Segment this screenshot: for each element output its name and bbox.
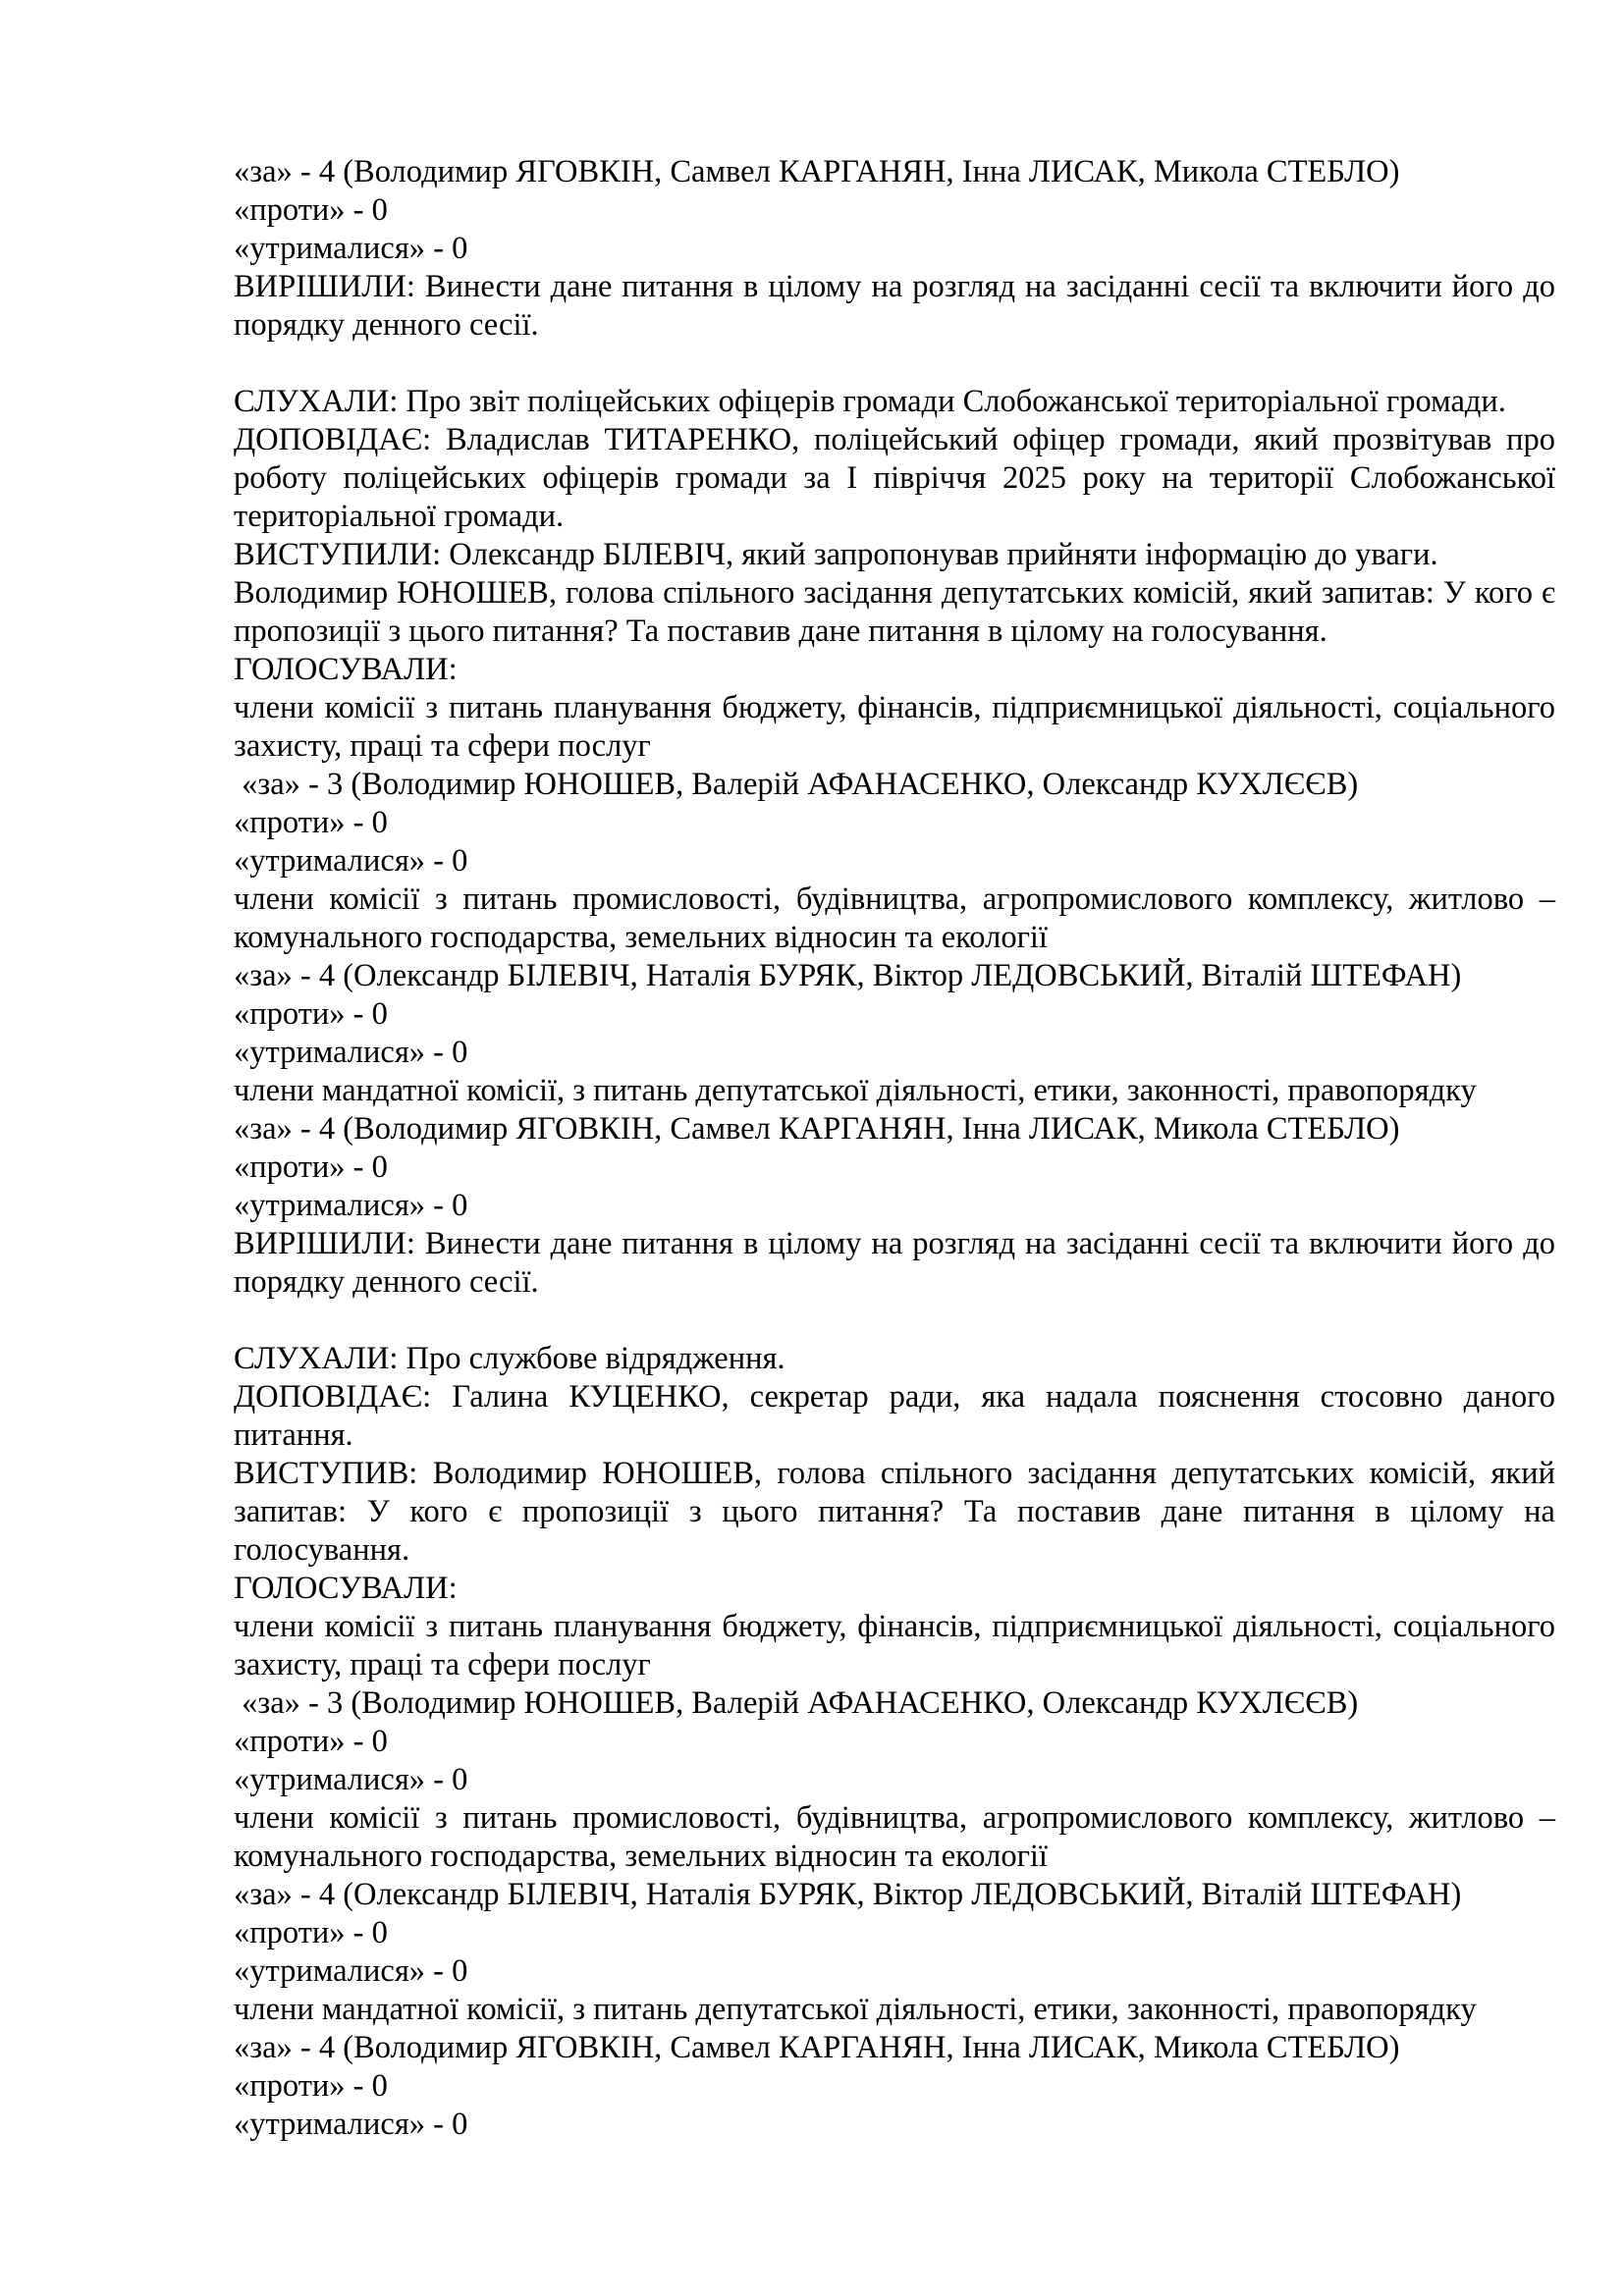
speakers-paragraph: ВИСТУПИЛИ: Олександр БІЛЕВІЧ, який запропонував прийняти інформацію до уваги.: [234, 537, 1438, 572]
vote-against-line: «проти» - 0: [234, 1149, 388, 1185]
industry-committee-line: члени комісії з питань промисловості, будівництва, агропромислового комплексу, житлово – комунального господарства, земельних відносин та екології: [234, 881, 1564, 955]
vote-for-line: «за» - 3 (Володимир ЮНОШЕВ, Валерій АФАНАСЕНКО, Олександр КУХЛЄЄВ): [234, 1685, 1359, 1721]
vote-for-line: «за» - 4 (Володимир ЯГОВКІН, Самвел КАРГАНЯН, Інна ЛИСАК, Микола СТЕБЛО): [234, 2030, 1400, 2065]
paragraph-gap: [234, 345, 1555, 383]
reporter-paragraph: ДОПОВІДАЄ: Владислав ТИТАРЕНКО, поліцейський офіцер громади, який прозвітував про роботу поліцейських офіцерів громади за І півріччя 2025 року на території Слобожанської територіальної громади.: [234, 422, 1564, 534]
vote-against-line: «проти» - 0: [234, 2068, 388, 2104]
budget-committee-line: члени комісії з питань планування бюджету, фінансів, підприємницької діяльності, соціального захисту, праці та сфери послуг: [234, 690, 1564, 764]
heard-paragraph: СЛУХАЛИ: Про службове відрядження.: [234, 1341, 785, 1376]
speaker-paragraph: ВИСТУПИВ: Володимир ЮНОШЕВ, голова спільного засідання депутатських комісій, який запитав: У кого є пропозиції з цього питання? Та поставив дане питання в цілому на голосування.: [234, 1456, 1564, 1568]
vote-abstained-line: «утрималися» - 0: [234, 843, 468, 879]
vote-abstained-line: «утрималися» - 0: [234, 231, 468, 266]
industry-committee-line: члени комісії з питань промисловості, будівництва, агропромислового комплексу, житлово – комунального господарства, земельних відносин та екології: [234, 1800, 1564, 1874]
decision-paragraph: ВИРІШИЛИ: Винести дане питання в цілому на розгляд на засіданні сесії та включити його до порядку денного сесії.: [234, 269, 1564, 343]
voted-heading: ГОЛОСУВАЛИ:: [234, 1571, 458, 1606]
vote-against-line: «проти» - 0: [234, 996, 388, 1032]
heard-paragraph: СЛУХАЛИ: Про звіт поліцейських офіцерів громади Слобожанської територіальної громади.: [234, 384, 1506, 419]
vote-for-line: «за» - 3 (Володимир ЮНОШЕВ, Валерій АФАНАСЕНКО, Олександр КУХЛЄЄВ): [234, 767, 1359, 802]
document-page: [234, 153, 1564, 2144]
vote-against-line: «проти» - 0: [234, 192, 388, 228]
decision-paragraph: ВИРІШИЛИ: Винести дане питання в цілому на розгляд на засіданні сесії та включити його до порядку денного сесії.: [234, 1226, 1564, 1300]
vote-against-line: «проти» - 0: [234, 1724, 388, 1759]
vote-abstained-line: «утрималися» - 0: [234, 1035, 468, 1070]
mandate-committee-line: члени мандатної комісії, з питань депутатської діяльності, етики, законності, правопорядку: [234, 1073, 1477, 1108]
vote-against-line: «проти» - 0: [234, 805, 388, 840]
vote-for-line: «за» - 4 (Володимир ЯГОВКІН, Самвел КАРГАНЯН, Інна ЛИСАК, Микола СТЕБЛО): [234, 1111, 1400, 1147]
voted-heading: ГОЛОСУВАЛИ:: [234, 652, 458, 687]
vote-abstained-line: «утрималися» - 0: [234, 1953, 468, 1989]
vote-abstained-line: «утрималися» - 0: [234, 1188, 468, 1223]
vote-abstained-line: «утрималися» - 0: [234, 2107, 468, 2142]
reporter-paragraph: ДОПОВІДАЄ: Галина КУЦЕНКО, секретар ради, яка надала пояснення стосовно даного питання.: [234, 1379, 1564, 1453]
vote-for-line: «за» - 4 (Олександр БІЛЕВІЧ, Наталія БУРЯК, Віктор ЛЕДОВСЬКИЙ, Віталій ШТЕФАН): [234, 1877, 1462, 1912]
vote-for-line: «за» - 4 (Олександр БІЛЕВІЧ, Наталія БУРЯК, Віктор ЛЕДОВСЬКИЙ, Віталій ШТЕФАН): [234, 958, 1462, 993]
vote-against-line: «проти» - 0: [234, 1915, 388, 1950]
vote-for-line: «за» - 4 (Володимир ЯГОВКІН, Самвел КАРГАНЯН, Інна ЛИСАК, Микола СТЕБЛО): [234, 154, 1400, 189]
chair-paragraph: Володимир ЮНОШЕВ, голова спільного засідання депутатських комісій, який запитав: У кого є пропозиції з цього питання? Та поставив дане питання в цілому на голосування.: [234, 575, 1564, 649]
vote-abstained-line: «утрималися» - 0: [234, 1762, 468, 1797]
paragraph-gap: [234, 1302, 1555, 1340]
budget-committee-line: члени комісії з питань планування бюджету, фінансів, підприємницької діяльності, соціального захисту, праці та сфери послуг: [234, 1609, 1564, 1682]
mandate-committee-line: члени мандатної комісії, з питань депутатської діяльності, етики, законності, правопорядку: [234, 1992, 1477, 2027]
